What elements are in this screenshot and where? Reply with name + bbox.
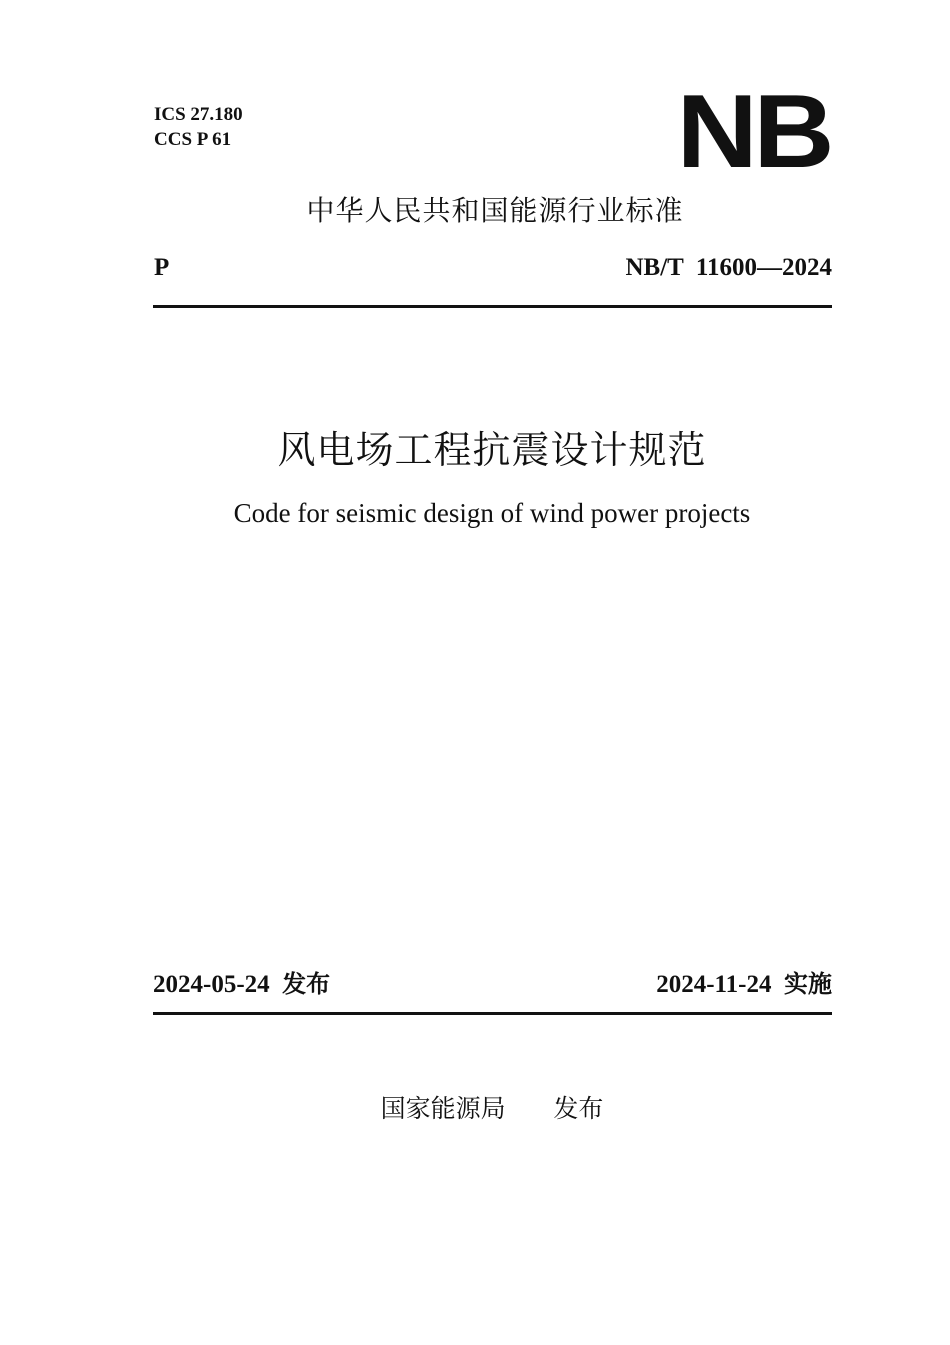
publish-date-line (153, 967, 330, 1002)
document-title-zh: 风电场工程抗震设计规范 (277, 428, 707, 472)
nb-logo: NB (676, 74, 830, 190)
publish-label: 发布 (282, 970, 331, 998)
document-title-en: Code for seismic design of wind power projects (233, 498, 751, 528)
standard-number: NB/T 11600—2024 (625, 254, 832, 281)
top-divider (153, 305, 832, 308)
implement-date: 2024-11-24 (656, 971, 772, 998)
publish-date: 2024-05-24 (153, 971, 270, 998)
issuer-line (0, 1092, 950, 1126)
ics-code: ICS 27.180 (154, 104, 243, 125)
industry-standard-title: 中华人民共和国能源行业标准 (306, 194, 684, 227)
standard-category: P (154, 254, 170, 281)
implement-date-line (656, 967, 832, 1002)
implement-label: 实施 (784, 970, 832, 998)
issuer-action: 发布 (553, 1094, 604, 1123)
issuer-name: 国家能源局 (380, 1094, 506, 1123)
ccs-code: CCS P 61 (154, 129, 232, 150)
bottom-divider (153, 1012, 832, 1015)
